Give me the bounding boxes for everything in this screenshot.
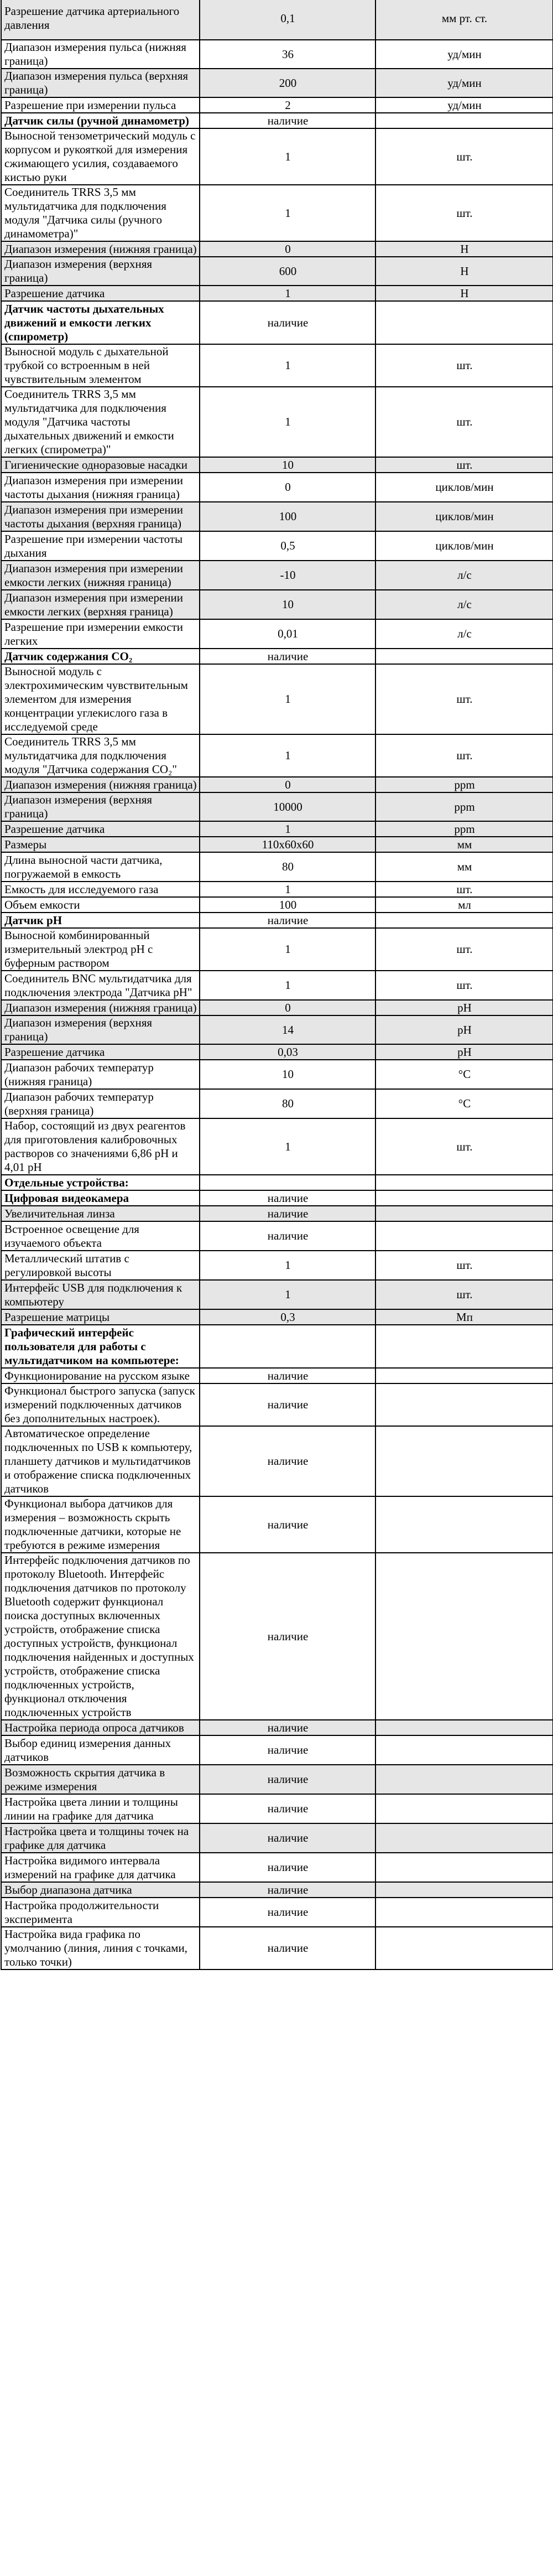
table-row [1,457,553,473]
row-label: Диапазон рабочих температур (нижняя граница) [1,1060,200,1089]
row-value: 1 [200,664,375,734]
row-label: Настройка видимого интервала измерений на графике для датчика [1,1853,200,1882]
row-label: Выбор единиц измерения данных датчиков [1,1735,200,1765]
row-label: Датчик частоты дыхательных движений и емкости легких (спирометр) [1,301,200,344]
row-value: наличие [200,301,375,344]
table-row [1,1553,553,1720]
row-value: наличие [200,1823,375,1853]
row-value: наличие [200,1853,375,1882]
row-value: 10000 [200,792,375,821]
row-value: наличие [200,1426,375,1496]
row-unit: шт. [375,1118,553,1175]
row-unit [375,1853,553,1882]
row-unit [375,1206,553,1221]
table-row [1,1735,553,1765]
row-label: Выбор диапазона датчика [1,1882,200,1898]
row-unit: ppm [375,792,553,821]
row-unit [375,1496,553,1553]
row-value: 0,5 [200,531,375,561]
row-value: наличие [200,1221,375,1251]
row-label: Длина выносной части датчика, погружаемой в емкость [1,852,200,882]
row-unit: мм рт. ст. [375,0,553,40]
row-unit [375,1368,553,1383]
row-unit: шт. [375,971,553,1000]
row-value: наличие [200,1383,375,1426]
row-unit: шт. [375,185,553,241]
row-value: 100 [200,502,375,531]
row-value: 0,01 [200,619,375,649]
row-unit: Н [375,257,553,286]
row-label: Диапазон измерения (верхняя граница) [1,792,200,821]
table-row [1,852,553,882]
row-label: Диапазон измерения при измерении частоты дыхания (верхняя граница) [1,502,200,531]
row-value: наличие [200,1765,375,1794]
table-row [1,1221,553,1251]
row-unit: уд/мин [375,97,553,113]
row-unit [375,1794,553,1823]
row-label: Разрешение матрицы [1,1309,200,1325]
row-value: 0,3 [200,1309,375,1325]
row-value: наличие [200,1206,375,1221]
row-label: Настройка периода опроса датчиков [1,1720,200,1735]
row-label: Емкость для исследуемого газа [1,882,200,897]
table-row [1,882,553,897]
row-unit: ppm [375,777,553,792]
row-unit: шт. [375,387,553,457]
row-unit: шт. [375,734,553,777]
row-label: Соединитель TRRS 3,5 мм мультидатчика для подключения модуля "Датчика силы (ручного динамометра)" [1,185,200,241]
table-row [1,928,553,971]
table-row [1,1044,553,1060]
table-row [1,1309,553,1325]
table-row [1,664,553,734]
table-row [1,1325,553,1368]
row-unit: циклов/мин [375,502,553,531]
row-value: 1 [200,286,375,301]
table-row [1,1496,553,1553]
row-label: Металлический штатив с регулировкой высоты [1,1251,200,1280]
table-row [1,913,553,928]
row-label: Объем емкости [1,897,200,913]
table-row [1,113,553,128]
row-label: Набор, состоящий из двух реагентов для приготовления калибровочных растворов со значениями 6,86 pH и 4,01 pH [1,1118,200,1175]
table-row [1,561,553,590]
row-value [200,1175,375,1190]
row-unit [375,1426,553,1496]
row-label: Выносной модуль с дыхательной трубкой со встроенным в ней чувствительным элементом [1,344,200,387]
row-unit: мл [375,897,553,913]
row-label: Функционирование на русском языке [1,1368,200,1383]
row-value: наличие [200,1794,375,1823]
table-row [1,97,553,113]
row-value: наличие [200,1496,375,1553]
row-unit: pH [375,1000,553,1015]
row-label: Диапазон рабочих температур (верхняя граница) [1,1089,200,1118]
row-value: 10 [200,457,375,473]
row-label: Диапазон измерения при измерении емкости легких (верхняя граница) [1,590,200,619]
row-label: Датчик pH [1,913,200,928]
row-label: Соединитель TRRS 3,5 мм мультидатчика для подключения модуля "Датчика содержания CO₂" [1,734,200,777]
row-unit [375,1882,553,1898]
row-label: Диапазон измерения пульса (верхняя граница) [1,69,200,97]
row-unit [375,1553,553,1720]
table-row [1,1190,553,1206]
row-unit: л/с [375,619,553,649]
table-row [1,1794,553,1823]
row-value: 110x60x60 [200,837,375,852]
table-row [1,1060,553,1089]
table-row [1,1000,553,1015]
row-value: 1 [200,128,375,185]
row-value: 2 [200,97,375,113]
row-label: Функционал быстрого запуска (запуск измерений подключенных датчиков без дополнительных настроек). [1,1383,200,1426]
row-unit [375,1325,553,1368]
table-row [1,837,553,852]
row-label: Функционал выбора датчиков для измерения – возможность скрыть подключенные датчики, которые не требуются в режиме измерения [1,1496,200,1553]
row-value: наличие [200,1882,375,1898]
row-unit: шт. [375,128,553,185]
row-value: 1 [200,882,375,897]
table-row [1,473,553,502]
row-value: 1 [200,387,375,457]
row-value: 0 [200,473,375,502]
row-label: Разрешение при измерении частоты дыхания [1,531,200,561]
row-value: наличие [200,113,375,128]
table-row [1,344,553,387]
row-value: 1 [200,971,375,1000]
table-row [1,1280,553,1309]
row-unit: °С [375,1060,553,1089]
table-row [1,1251,553,1280]
row-unit [375,1823,553,1853]
row-value: наличие [200,1368,375,1383]
row-label: Выносной комбинированный измерительный электрод pH с буферным раствором [1,928,200,971]
row-unit: ppm [375,821,553,837]
row-unit: Н [375,286,553,301]
row-unit: л/с [375,561,553,590]
row-unit [375,1383,553,1426]
row-unit: шт. [375,344,553,387]
row-label: Настройка цвета и толщины точек на графике для датчика [1,1823,200,1853]
row-unit: °С [375,1089,553,1118]
table-row [1,821,553,837]
row-label: Выносной тензометрический модуль с корпусом и рукояткой для измерения сжимающего усилия, создаваемого кистью руки [1,128,200,185]
row-label: Разрешение датчика [1,1044,200,1060]
table-row [1,792,553,821]
row-value: наличие [200,913,375,928]
table-row [1,286,553,301]
row-value: -10 [200,561,375,590]
row-unit: мм [375,852,553,882]
table-row [1,257,553,286]
row-unit [375,1720,553,1735]
row-value: наличие [200,1927,375,1969]
row-unit: уд/мин [375,40,553,69]
row-value: 1 [200,928,375,971]
table-row [1,1765,553,1794]
row-value: 0 [200,241,375,257]
table-row [1,971,553,1000]
row-value: наличие [200,1898,375,1927]
row-label: Диапазон измерения (верхняя граница) [1,1015,200,1044]
row-unit [375,1190,553,1206]
row-unit [375,113,553,128]
table-row [1,531,553,561]
row-unit: Мп [375,1309,553,1325]
row-value: 0 [200,777,375,792]
table-row [1,619,553,649]
table-row [1,0,553,40]
table-row [1,128,553,185]
row-value: 80 [200,1089,375,1118]
row-label: Разрешение датчика артериального давления [1,0,200,40]
table-row [1,1206,553,1221]
row-label: Диапазон измерения (нижняя граница) [1,241,200,257]
table-row [1,590,553,619]
row-value: 0 [200,1000,375,1015]
row-label: Разрешение при измерении пульса [1,97,200,113]
row-unit: Н [375,241,553,257]
row-value: наличие [200,1553,375,1720]
row-label: Графический интерфейс пользователя для работы с мультидатчиком на компьютере: [1,1325,200,1368]
row-label: Диапазон измерения пульса (нижняя граница) [1,40,200,69]
row-value: 100 [200,897,375,913]
row-label: Датчик силы (ручной динамометр) [1,113,200,128]
table-row [1,387,553,457]
row-unit: циклов/мин [375,473,553,502]
row-value: 10 [200,1060,375,1089]
row-label: Настройка вида графика по умолчанию (линия, линия с точками, только точки) [1,1927,200,1969]
row-value: 80 [200,852,375,882]
row-unit: л/с [375,590,553,619]
row-value: 36 [200,40,375,69]
row-unit: мм [375,837,553,852]
row-value: 1 [200,1251,375,1280]
table-row [1,734,553,777]
row-unit: шт. [375,457,553,473]
table-row [1,897,553,913]
table-row [1,1175,553,1190]
row-label: Соединитель BNC мультидатчика для подключения электрода "Датчика pH" [1,971,200,1000]
row-unit [375,1765,553,1794]
row-unit: шт. [375,1280,553,1309]
row-label: Размеры [1,837,200,852]
row-label: Встроенное освещение для изучаемого объекта [1,1221,200,1251]
row-unit [375,1735,553,1765]
row-value: 0,1 [200,0,375,40]
table-row [1,69,553,97]
row-value: 1 [200,344,375,387]
row-value [200,1325,375,1368]
row-label: Выносной модуль с электрохимическим чувствительным элементом для измерения концентрации углекислого газа в исследуемой среде [1,664,200,734]
row-label: Возможность скрытия датчика в режиме измерения [1,1765,200,1794]
row-value: 1 [200,734,375,777]
table-row [1,1882,553,1898]
row-value: наличие [200,649,375,664]
table-row [1,40,553,69]
row-label: Соединитель TRRS 3,5 мм мультидатчика для подключения модуля "Датчика частоты дыхательных движений и емкости легких (спирометра)" [1,387,200,457]
row-label: Разрешение датчика [1,286,200,301]
row-label: Увеличительная линза [1,1206,200,1221]
row-label: Диапазон измерения при измерении емкости легких (нижняя граница) [1,561,200,590]
row-value: 10 [200,590,375,619]
row-label: Отдельные устройства: [1,1175,200,1190]
row-label: Настройка продолжительности эксперимента [1,1898,200,1927]
row-label: Разрешение датчика [1,821,200,837]
row-label: Автоматическое определение подключенных по USB к компьютеру, планшету датчиков и мультидатчиков и отображение списка подключенных датчиков [1,1426,200,1496]
row-unit: pH [375,1015,553,1044]
row-label: Диапазон измерения (верхняя граница) [1,257,200,286]
row-value: 0,03 [200,1044,375,1060]
row-unit [375,649,553,664]
row-label: Диапазон измерения при измерении частоты дыхания (нижняя граница) [1,473,200,502]
row-value: 1 [200,185,375,241]
row-value: наличие [200,1735,375,1765]
row-unit [375,1175,553,1190]
row-label: Разрешение при измерении емкости легких [1,619,200,649]
row-unit: уд/мин [375,69,553,97]
row-label: Интерфейс USB для подключения к компьютеру [1,1280,200,1309]
table-row [1,1368,553,1383]
table-row [1,1426,553,1496]
row-value: 1 [200,1118,375,1175]
table-row [1,1823,553,1853]
row-unit [375,1898,553,1927]
table-row [1,1720,553,1735]
table-row [1,301,553,344]
row-unit [375,301,553,344]
table-row [1,1927,553,1969]
row-label: Интерфейс подключения датчиков по протоколу Bluetooth. Интерфейс подключения датчиков по протоколу Bluetooth содержит функционал поиска доступных включенных устройств, отображение списка доступных устройств, функционал подключения найденных и доступных устройств, отображение списка подключенных устройств, функционал отключения подключенных устройств [1,1553,200,1720]
row-label: Цифровая видеокамера [1,1190,200,1206]
table-row [1,777,553,792]
row-value: 200 [200,69,375,97]
table-row [1,1383,553,1426]
row-label: Диапазон измерения (нижняя граница) [1,1000,200,1015]
row-unit: циклов/мин [375,531,553,561]
table-row [1,1118,553,1175]
table-row [1,502,553,531]
row-unit: шт. [375,1251,553,1280]
row-label: Диапазон измерения (нижняя граница) [1,777,200,792]
table-row [1,1853,553,1882]
row-unit: шт. [375,664,553,734]
row-unit: pH [375,1044,553,1060]
row-label: Датчик содержания CO₂ [1,649,200,664]
row-value: 1 [200,1280,375,1309]
row-unit: шт. [375,928,553,971]
table-row [1,1089,553,1118]
row-value: наличие [200,1190,375,1206]
table-row [1,185,553,241]
row-unit [375,1927,553,1969]
table-row [1,1898,553,1927]
row-value: 1 [200,821,375,837]
row-unit [375,1221,553,1251]
row-value: 600 [200,257,375,286]
row-value: 14 [200,1015,375,1044]
row-value: наличие [200,1720,375,1735]
row-unit: шт. [375,882,553,897]
row-label: Настройка цвета линии и толщины линии на графике для датчика [1,1794,200,1823]
specification-table [1,0,553,1970]
row-label: Гигиенические одноразовые насадки [1,457,200,473]
table-row [1,1015,553,1044]
table-row [1,241,553,257]
table-row [1,649,553,664]
row-unit [375,913,553,928]
